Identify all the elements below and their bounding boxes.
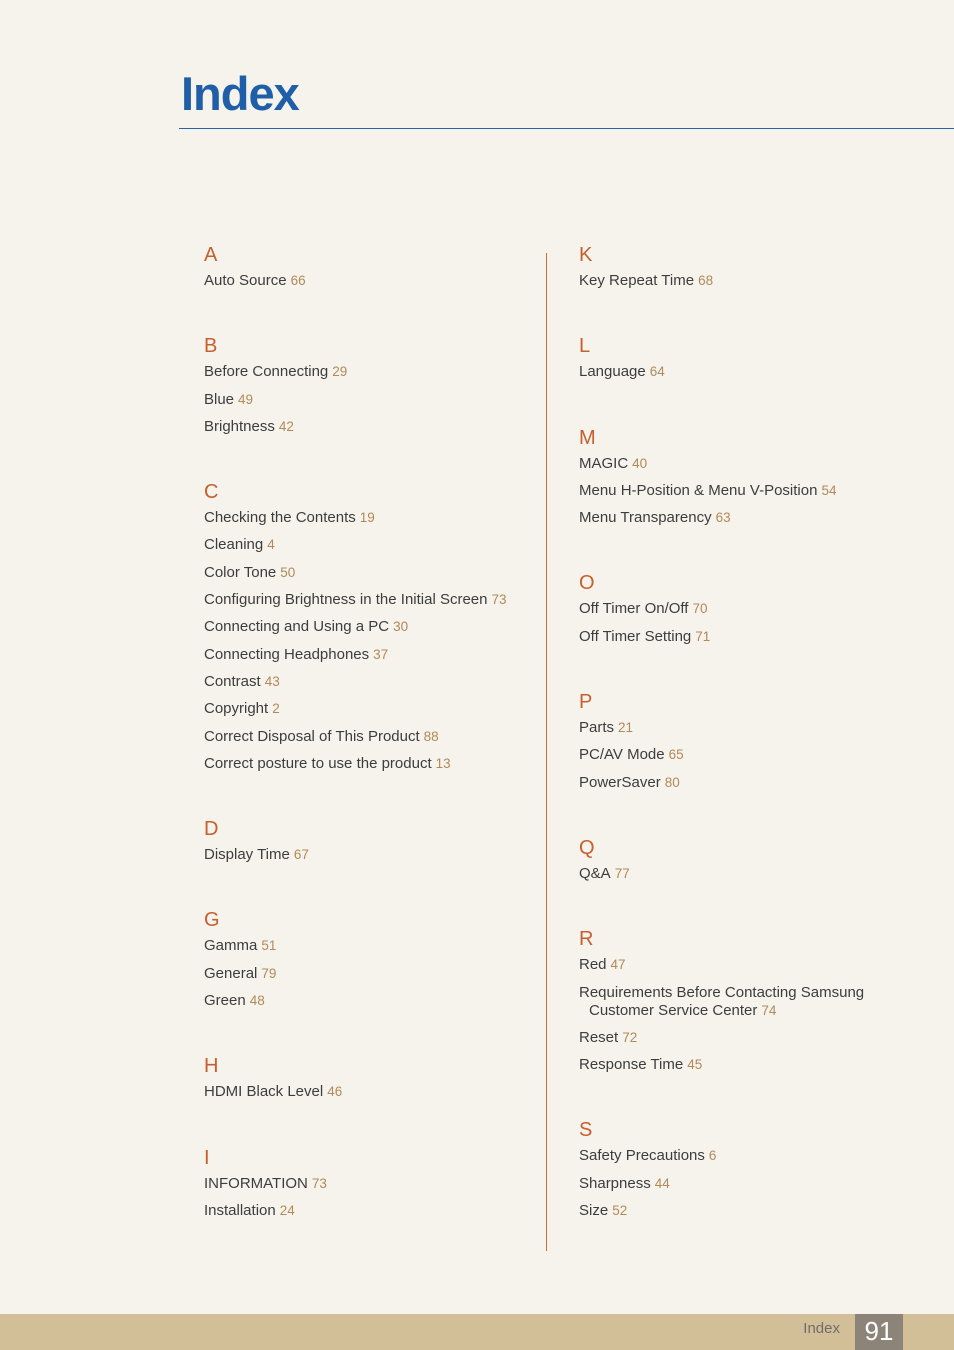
- entry-page-ref[interactable]: 13: [435, 755, 451, 771]
- entry-term: Safety Precautions: [579, 1147, 705, 1165]
- section-gap: [204, 1019, 534, 1054]
- index-section-s: [579, 1118, 929, 1220]
- section-letter: K: [579, 244, 593, 266]
- entry-term: PowerSaver: [579, 773, 661, 791]
- index-entry[interactable]: [579, 774, 929, 792]
- index-section-h: [204, 1054, 534, 1101]
- section-letter: L: [579, 335, 591, 358]
- entry-page-ref[interactable]: 67: [293, 847, 309, 863]
- index-section-p: [579, 690, 929, 792]
- index-entry[interactable]: [204, 992, 534, 1010]
- index-entry[interactable]: [579, 1147, 929, 1165]
- entry-page-ref[interactable]: 51: [261, 938, 277, 954]
- index-entry[interactable]: [579, 746, 929, 764]
- entry-term: Q&A: [579, 864, 611, 882]
- section-letter: M: [579, 426, 596, 449]
- entry-page-ref[interactable]: 2: [272, 701, 280, 717]
- entry-term: Off Timer Setting: [579, 627, 692, 645]
- entry-term: Auto Source: [204, 272, 287, 289]
- index-entry[interactable]: [204, 846, 534, 864]
- index-entry[interactable]: [204, 618, 534, 636]
- entry-page-ref[interactable]: 45: [687, 1057, 703, 1073]
- entry-page-ref[interactable]: 73: [311, 1175, 327, 1191]
- column-divider: [546, 253, 547, 1251]
- index-entry[interactable]: [579, 482, 929, 500]
- entry-term: Contrast: [204, 672, 261, 690]
- index-entry[interactable]: [204, 728, 534, 746]
- entry-page-ref[interactable]: 54: [821, 482, 837, 498]
- entry-page-ref[interactable]: 24: [279, 1202, 295, 1218]
- entry-page-ref[interactable]: 52: [612, 1203, 628, 1219]
- section-gap: [579, 299, 929, 334]
- entry-term: Green: [204, 992, 246, 1010]
- entry-page-ref[interactable]: 6: [708, 1148, 717, 1164]
- index-entry[interactable]: [579, 509, 929, 527]
- entry-page-ref[interactable]: 4: [267, 537, 275, 553]
- section-letter: B: [204, 335, 218, 358]
- entry-page-ref[interactable]: 42: [278, 418, 294, 434]
- footer-page-number: 91: [855, 1314, 903, 1350]
- index-entry[interactable]: [579, 1029, 929, 1047]
- index-entry[interactable]: [204, 965, 534, 983]
- entry-term: HDMI Black Level: [204, 1083, 324, 1101]
- section-letter: O: [579, 572, 595, 595]
- index-section-g: [204, 908, 534, 1010]
- index-section-m: [579, 426, 929, 528]
- entry-term: Checking the Contents: [204, 509, 356, 527]
- section-gap: [204, 782, 534, 817]
- entry-term: Cleaning: [204, 536, 264, 554]
- entry-term-continued: [579, 1002, 929, 1020]
- entry-page-ref[interactable]: 40: [632, 455, 648, 471]
- entry-page-ref[interactable]: 19: [359, 510, 375, 526]
- section-letter: D: [204, 818, 219, 841]
- section-letter: H: [204, 1055, 219, 1078]
- entry-page-ref[interactable]: 64: [649, 364, 665, 380]
- index-entry[interactable]: [579, 984, 929, 1020]
- index-entry[interactable]: [204, 391, 534, 409]
- section-gap: [204, 1111, 534, 1146]
- entry-term: Red: [579, 956, 607, 974]
- index-entry[interactable]: [579, 1175, 929, 1193]
- entry-page-ref[interactable]: 79: [261, 965, 277, 981]
- section-gap: [579, 1083, 929, 1118]
- entry-page-ref[interactable]: 37: [373, 646, 389, 662]
- section-letter: P: [579, 691, 593, 714]
- index-entry[interactable]: [204, 591, 534, 609]
- section-gap: [204, 445, 534, 480]
- footer-label: Index: [803, 1320, 840, 1337]
- section-gap: [204, 299, 534, 334]
- entry-term: Connecting Headphones: [204, 645, 370, 663]
- entry-term: Key Repeat Time: [579, 272, 695, 289]
- section-gap: [579, 391, 929, 426]
- entry-term: Language: [579, 363, 646, 381]
- index-entry[interactable]: [204, 509, 534, 527]
- entry-page-ref[interactable]: 48: [249, 993, 265, 1009]
- section-letter: C: [204, 481, 219, 504]
- index-entry[interactable]: [579, 1202, 929, 1220]
- index-entry[interactable]: [204, 564, 534, 582]
- index-entry[interactable]: [204, 755, 534, 773]
- entry-term: MAGIC: [579, 454, 629, 472]
- entry-page-ref[interactable]: 68: [698, 273, 714, 288]
- entry-page-ref[interactable]: 44: [654, 1175, 670, 1191]
- section-letter: A: [204, 244, 218, 266]
- entry-term: Gamma: [204, 937, 258, 955]
- index-entry[interactable]: [204, 700, 534, 718]
- index-section-c: [204, 480, 534, 773]
- entry-term: Menu Transparency: [579, 509, 712, 527]
- entry-term: Correct Disposal of This Product: [204, 727, 420, 745]
- entry-page-ref[interactable]: 88: [423, 728, 439, 744]
- section-letter: R: [579, 928, 594, 951]
- index-entry[interactable]: [204, 1083, 534, 1101]
- entry-term: Size: [579, 1202, 609, 1220]
- entry-page-ref[interactable]: 77: [614, 865, 630, 881]
- entry-term-line2: Customer Service Center: [589, 1001, 758, 1019]
- section-letter: Q: [579, 836, 595, 859]
- entry-term: INFORMATION: [204, 1174, 308, 1192]
- entry-page-ref[interactable]: 66: [290, 273, 306, 288]
- entry-page-ref[interactable]: 29: [332, 364, 348, 380]
- entry-term: Blue: [204, 390, 235, 408]
- entry-term: Reset: [579, 1028, 619, 1046]
- index-section-k: [579, 243, 929, 290]
- index-entry[interactable]: [579, 363, 929, 381]
- index-entry[interactable]: [579, 600, 929, 618]
- section-gap: [579, 801, 929, 836]
- index-entry[interactable]: [204, 536, 534, 554]
- index-section-a: [204, 243, 534, 290]
- entry-term: Menu H-Position & Menu V-Position: [579, 481, 818, 499]
- index-column-left: [204, 243, 534, 1229]
- section-gap: [579, 655, 929, 690]
- entry-term: Display Time: [204, 846, 290, 864]
- index-section-r: [579, 927, 929, 1074]
- index-section-i: [204, 1146, 534, 1220]
- index-section-b: [204, 334, 534, 436]
- entry-term: Response Time: [579, 1056, 684, 1074]
- index-section-l: [579, 334, 929, 381]
- entry-page-ref[interactable]: 63: [715, 510, 731, 526]
- section-letter: S: [579, 1119, 593, 1142]
- section-gap: [579, 536, 929, 571]
- index-entry[interactable]: [204, 1202, 534, 1220]
- entry-term: Brightness: [204, 417, 275, 435]
- index-entry[interactable]: [579, 272, 929, 290]
- index-entry[interactable]: [579, 719, 929, 737]
- entry-page-ref[interactable]: 73: [491, 592, 507, 608]
- section-letter: G: [204, 909, 220, 932]
- index-entry[interactable]: [579, 455, 929, 473]
- index-column-right: [579, 243, 929, 1229]
- entry-page-ref[interactable]: 71: [695, 628, 711, 644]
- entry-page-ref[interactable]: 50: [280, 564, 296, 580]
- entry-term: Connecting and Using a PC: [204, 618, 390, 636]
- entry-page-ref[interactable]: 74: [761, 1002, 777, 1018]
- entry-page-ref[interactable]: 65: [668, 747, 684, 763]
- index-entry[interactable]: [579, 628, 929, 646]
- index-entry[interactable]: [579, 865, 929, 883]
- index-section-d: [204, 817, 534, 864]
- entry-term: Color Tone: [204, 563, 277, 581]
- index-entry[interactable]: [204, 673, 534, 691]
- entry-page-ref[interactable]: 43: [264, 673, 280, 689]
- entry-term: General: [204, 964, 258, 982]
- entry-page-ref[interactable]: 70: [692, 601, 708, 617]
- entry-term: Requirements Before Contacting Samsung: [579, 983, 865, 1001]
- entry-term: Copyright: [204, 700, 269, 718]
- index-section-o: [579, 571, 929, 645]
- entry-page-ref[interactable]: 47: [610, 957, 626, 973]
- entry-page-ref[interactable]: 21: [618, 720, 634, 736]
- index-section-q: [579, 836, 929, 883]
- entry-term: Before Connecting: [204, 363, 329, 381]
- index-entry[interactable]: [579, 1056, 929, 1074]
- section-gap: [579, 892, 929, 927]
- entry-term: Correct posture to use the product: [204, 754, 432, 772]
- index-entry[interactable]: [204, 937, 534, 955]
- entry-page-ref[interactable]: 72: [622, 1029, 638, 1045]
- title-rule: [179, 128, 954, 129]
- page-title: Index: [181, 67, 299, 120]
- index-entry[interactable]: [204, 646, 534, 664]
- entry-term: Off Timer On/Off: [579, 600, 689, 618]
- section-gap: [204, 873, 534, 908]
- entry-page-ref[interactable]: 30: [393, 619, 409, 635]
- index-entry[interactable]: [579, 956, 929, 974]
- index-entry[interactable]: [204, 418, 534, 436]
- entry-term: Sharpness: [579, 1174, 651, 1192]
- entry-page-ref[interactable]: 46: [327, 1084, 343, 1100]
- index-entry[interactable]: [204, 363, 534, 381]
- entry-page-ref[interactable]: 49: [238, 391, 254, 407]
- entry-term: Installation: [204, 1201, 276, 1219]
- entry-term: PC/AV Mode: [579, 746, 665, 764]
- entry-page-ref[interactable]: 80: [664, 774, 680, 790]
- index-entry[interactable]: [204, 272, 534, 290]
- entry-term: Configuring Brightness in the Initial Screen: [204, 591, 488, 609]
- section-letter: I: [204, 1146, 210, 1169]
- entry-term: Parts: [579, 719, 615, 737]
- index-entry[interactable]: [204, 1175, 534, 1193]
